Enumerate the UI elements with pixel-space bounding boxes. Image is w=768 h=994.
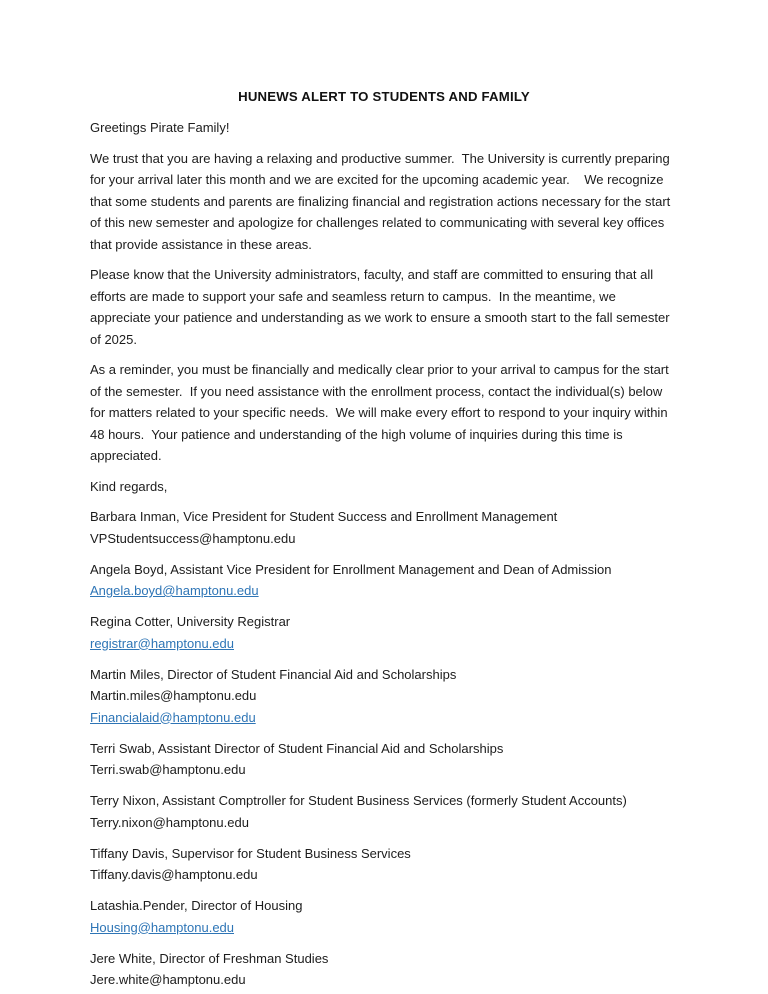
contact-name: Terri Swab, Assistant Director of Student Financial Aid and Scholarships (90, 740, 504, 756)
contact-block-jere-white (90, 948, 678, 991)
contact-name: Tiffany Davis, Supervisor for Student Business Services (90, 845, 411, 861)
contact-block-barbara-inman (90, 506, 678, 549)
contact-email: Terri.swab@hamptonu.edu (90, 762, 246, 777)
contact-block-tiffany-davis (90, 843, 678, 886)
contact-email: VPStudentsuccess@hamptonu.edu (90, 530, 296, 546)
contact-name: Martin Miles, Director of Student Financial Aid and Scholarships (90, 666, 457, 682)
email-link[interactable]: Angela.boyd@hamptonu.edu (90, 583, 259, 598)
closing-line: Kind regards, (90, 478, 168, 494)
contact-name: Jere White, Director of Freshman Studies (90, 950, 329, 966)
contact-name: Terry Nixon, Assistant Comptroller for Student Business Services (formerly Student Accounts) (90, 793, 627, 808)
body-paragraph-1: We trust that you are having a relaxing and productive summer. The University is currently preparing for your arrival later this month and we are excited for the upcoming academic year. We recognize that some students and parents are finalizing financial and registration actions necessary for the start of this new semester and apologize for challenges related to communicating with several key offices that provide assistance in these areas. (90, 150, 674, 252)
contact-email: Terry.nixon@hamptonu.edu (90, 814, 249, 830)
contact-email: Jere.white@hamptonu.edu (90, 972, 246, 987)
contact-block-martin-miles (90, 664, 678, 729)
contact-block-regina-cotter (90, 611, 678, 654)
contact-name: Angela Boyd, Assistant Vice President for Enrollment Management and Dean of Admission (90, 561, 612, 577)
email-link[interactable]: Housing@hamptonu.edu (90, 919, 235, 935)
contact-block-terri-swab (90, 738, 678, 781)
contact-name: Regina Cotter, University Registrar (90, 614, 291, 629)
contact-block-latashia-pender (90, 895, 678, 938)
greeting-line: Greetings Pirate Family! (90, 120, 230, 135)
contact-email: Martin.miles@hamptonu.edu (90, 688, 257, 703)
contact-block-terry-nixon (90, 790, 678, 833)
body-paragraph-2: Please know that the University administrators, faculty, and staff are committed to ensuring that all efforts are made to support your safe and seamless return to campus. In the meantime, we appreciate your patience and understanding as we work to ensure a smooth start to the fall semester of 2025. (90, 267, 674, 347)
email-link[interactable]: Financialaid@hamptonu.edu (90, 709, 256, 725)
contact-name: Latashia.Pender, Director of Housing (90, 898, 303, 913)
contact-block-angela-boyd (90, 559, 678, 602)
email-link[interactable]: registrar@hamptonu.edu (90, 635, 234, 651)
document-title: HUNEWS ALERT TO STUDENTS AND FAMILY (238, 89, 530, 104)
contact-name: Barbara Inman, Vice President for Student Success and Enrollment Management (90, 509, 558, 524)
contact-email: Tiffany.davis@hamptonu.edu (90, 867, 258, 882)
body-paragraph-3: As a reminder, you must be financially and medically clear prior to your arrival to campus for the start of the semester. If you need assistance with the enrollment process, contact the individual(s) below for matters related to your specific needs. We will make every effort to respond to your inquiry within 48 hours. Your patience and understanding of the high volume of inquiries during this time is appreciated. (90, 362, 673, 463)
